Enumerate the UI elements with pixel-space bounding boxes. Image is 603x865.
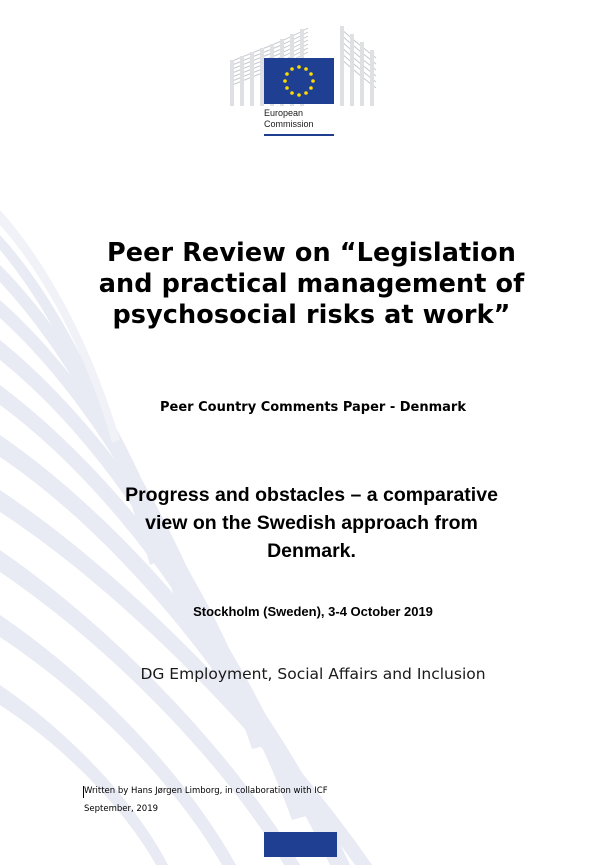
document-subtitle: Peer Country Comments Paper - Denmark [160, 400, 466, 415]
paper-title-line-3: Denmark. [267, 540, 356, 562]
directorate-general: DG Employment, Social Affairs and Inclusion [140, 665, 486, 683]
european-commission-logo [228, 22, 378, 140]
logo-text-line1: European [264, 108, 304, 118]
eu-flag-footer-bar [264, 832, 337, 857]
document-title [40, 238, 583, 331]
event-place-date: Stockholm (Sweden), 3-4 October 2019 [193, 604, 433, 619]
berlaymont-building-icon [228, 22, 378, 108]
title-line-1: Peer Review on “Legislation [106, 238, 517, 268]
author-credit: Written by Hans Jørgen Limborg, in collaboration with ICF [84, 786, 328, 796]
title-line-2: and practical management of [98, 269, 525, 299]
title-line-3: psychosocial risks at work” [112, 300, 511, 330]
paper-title-line-1: Progress and obstacles – a comparative [125, 484, 498, 506]
paper-title [40, 481, 583, 565]
logo-text-line2: Commission [264, 119, 314, 129]
paper-title-line-2: view on the Swedish approach from [145, 512, 478, 534]
publication-date: September, 2019 [84, 804, 159, 814]
logo-underline [264, 134, 334, 136]
logo-wordmark [264, 108, 314, 130]
